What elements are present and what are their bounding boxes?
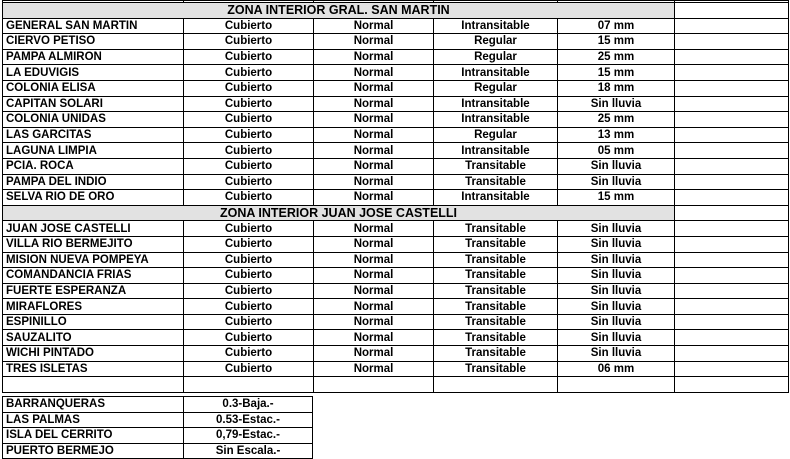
locality-cell: LA EDUVIGIS [3, 65, 184, 81]
temperature-cell: Normal [314, 80, 434, 96]
sky-cell: Cubierto [184, 127, 314, 143]
locality-cell: GENERAL SAN MARTIN [3, 18, 184, 34]
rainfall-cell: Sin lluvia [558, 283, 675, 299]
sky-cell: Cubierto [184, 299, 314, 315]
table-row [3, 174, 789, 190]
locality-cell: LAS GARCITAS [3, 127, 184, 143]
notes-cell [675, 190, 789, 206]
road-status-cell: Transitable [434, 283, 558, 299]
river-level-row [3, 428, 313, 444]
road-status-cell: Intransitable [434, 190, 558, 206]
temperature-cell: Normal [314, 112, 434, 128]
sky-cell: Cubierto [184, 361, 314, 377]
road-status-cell: Transitable [434, 346, 558, 362]
rainfall-cell: 15 mm [558, 190, 675, 206]
locality-cell: PAMPA ALMIRON [3, 49, 184, 65]
temperature-cell: Normal [314, 190, 434, 206]
table-row [3, 236, 789, 252]
river-level-cell: 0.53-Estac.- [184, 412, 313, 428]
rainfall-cell: Sin lluvia [558, 221, 675, 237]
sky-cell: Cubierto [184, 268, 314, 284]
sky-cell: Cubierto [184, 221, 314, 237]
road-status-cell: Transitable [434, 314, 558, 330]
sky-cell: Cubierto [184, 236, 314, 252]
rainfall-cell: 15 mm [558, 34, 675, 50]
rainfall-cell: 13 mm [558, 127, 675, 143]
temperature-cell: Normal [314, 236, 434, 252]
notes-cell [675, 174, 789, 190]
road-status-cell: Regular [434, 80, 558, 96]
road-status-cell: Transitable [434, 330, 558, 346]
temperature-cell: Normal [314, 158, 434, 174]
road-status-cell: Intransitable [434, 18, 558, 34]
road-status-cell: Transitable [434, 158, 558, 174]
temperature-cell: Normal [314, 65, 434, 81]
locality-cell: FUERTE ESPERANZA [3, 283, 184, 299]
sky-cell: Cubierto [184, 252, 314, 268]
sky-cell: Cubierto [184, 314, 314, 330]
locality-cell: WICHI PINTADO [3, 346, 184, 362]
zone-header-row [3, 3, 789, 19]
notes-cell [675, 314, 789, 330]
notes-cell [675, 65, 789, 81]
table-row [3, 18, 789, 34]
sky-cell: Cubierto [184, 96, 314, 112]
locality-cell: PAMPA DEL INDIO [3, 174, 184, 190]
zone-title: ZONA INTERIOR JUAN JOSE CASTELLI [3, 205, 675, 221]
sky-cell: Cubierto [184, 174, 314, 190]
river-level-cell: Sin Escala.- [184, 443, 313, 459]
spacer-row [3, 377, 789, 393]
river-level-cell: 0.3-Baja.- [184, 397, 313, 413]
sky-cell: Cubierto [184, 346, 314, 362]
locality-cell: MIRAFLORES [3, 299, 184, 315]
locality-cell: LAGUNA LIMPIA [3, 143, 184, 159]
locality-cell: MISION NUEVA POMPEYA [3, 252, 184, 268]
notes-cell [675, 283, 789, 299]
temperature-cell: Normal [314, 49, 434, 65]
rainfall-cell: Sin lluvia [558, 346, 675, 362]
table-row [3, 283, 789, 299]
table-row [3, 190, 789, 206]
zone-header-blank [675, 205, 789, 221]
road-status-cell: Intransitable [434, 112, 558, 128]
sky-cell: Cubierto [184, 18, 314, 34]
table-row [3, 127, 789, 143]
rainfall-cell: Sin lluvia [558, 236, 675, 252]
locality-cell: VILLA RIO BERMEJITO [3, 236, 184, 252]
road-status-cell: Regular [434, 127, 558, 143]
rainfall-cell: 25 mm [558, 49, 675, 65]
notes-cell [675, 49, 789, 65]
rainfall-cell: Sin lluvia [558, 252, 675, 268]
river-level-cell: 0,79-Estac.- [184, 428, 313, 444]
table-row [3, 34, 789, 50]
temperature-cell: Normal [314, 361, 434, 377]
zone-header-row [3, 205, 789, 221]
notes-cell [675, 158, 789, 174]
locality-cell: TRES ISLETAS [3, 361, 184, 377]
notes-cell [675, 18, 789, 34]
river-level-row [3, 443, 313, 459]
locality-cell: COLONIA ELISA [3, 80, 184, 96]
sky-cell: Cubierto [184, 65, 314, 81]
locality-cell: ESPINILLO [3, 314, 184, 330]
locality-cell: PCIA. ROCA [3, 158, 184, 174]
notes-cell [675, 236, 789, 252]
road-status-cell: Regular [434, 49, 558, 65]
table-row [3, 268, 789, 284]
table-row [3, 252, 789, 268]
sky-cell: Cubierto [184, 80, 314, 96]
sky-cell: Cubierto [184, 330, 314, 346]
table-row [3, 80, 789, 96]
rainfall-cell: 25 mm [558, 112, 675, 128]
temperature-cell: Normal [314, 221, 434, 237]
road-status-cell: Transitable [434, 236, 558, 252]
notes-cell [675, 96, 789, 112]
temperature-cell: Normal [314, 299, 434, 315]
road-status-cell: Intransitable [434, 96, 558, 112]
rainfall-cell: Sin lluvia [558, 330, 675, 346]
road-status-cell: Regular [434, 34, 558, 50]
rainfall-cell: 06 mm [558, 361, 675, 377]
rainfall-cell: Sin lluvia [558, 299, 675, 315]
temperature-cell: Normal [314, 268, 434, 284]
road-status-cell: Intransitable [434, 143, 558, 159]
rainfall-cell: Sin lluvia [558, 174, 675, 190]
locality-cell: CIERVO PETISO [3, 34, 184, 50]
rainfall-cell: Sin lluvia [558, 268, 675, 284]
table-row [3, 96, 789, 112]
locality-cell: SELVA RIO DE ORO [3, 190, 184, 206]
port-name-cell: PUERTO BERMEJO [3, 443, 184, 459]
table-row [3, 143, 789, 159]
port-name-cell: BARRANQUERAS [3, 397, 184, 413]
temperature-cell: Normal [314, 283, 434, 299]
table-row [3, 49, 789, 65]
zone-title: ZONA INTERIOR GRAL. SAN MARTIN [3, 3, 675, 19]
sky-cell: Cubierto [184, 34, 314, 50]
road-status-cell: Transitable [434, 268, 558, 284]
notes-cell [675, 268, 789, 284]
notes-cell [675, 299, 789, 315]
notes-cell [675, 361, 789, 377]
road-status-cell: Transitable [434, 221, 558, 237]
table-row [3, 361, 789, 377]
rainfall-cell: Sin lluvia [558, 158, 675, 174]
notes-cell [675, 112, 789, 128]
temperature-cell: Normal [314, 314, 434, 330]
temperature-cell: Normal [314, 127, 434, 143]
temperature-cell: Normal [314, 252, 434, 268]
table-row [3, 158, 789, 174]
table-row [3, 112, 789, 128]
river-level-row [3, 412, 313, 428]
sky-cell: Cubierto [184, 190, 314, 206]
table-row [3, 65, 789, 81]
sky-cell: Cubierto [184, 283, 314, 299]
road-status-cell: Transitable [434, 361, 558, 377]
notes-cell [675, 221, 789, 237]
locality-cell: COMANDANCIA FRIAS [3, 268, 184, 284]
temperature-cell: Normal [314, 330, 434, 346]
notes-cell [675, 34, 789, 50]
road-status-cell: Transitable [434, 252, 558, 268]
notes-cell [675, 346, 789, 362]
rainfall-cell: 05 mm [558, 143, 675, 159]
sky-cell: Cubierto [184, 158, 314, 174]
rainfall-cell: Sin lluvia [558, 314, 675, 330]
road-status-cell: Transitable [434, 174, 558, 190]
table-row [3, 299, 789, 315]
locality-cell: JUAN JOSE CASTELLI [3, 221, 184, 237]
zone-header-blank [675, 3, 789, 19]
notes-cell [675, 252, 789, 268]
temperature-cell: Normal [314, 96, 434, 112]
table-row [3, 314, 789, 330]
sky-cell: Cubierto [184, 49, 314, 65]
river-levels-table [2, 396, 313, 459]
rainfall-cell: 18 mm [558, 80, 675, 96]
sky-cell: Cubierto [184, 143, 314, 159]
river-level-row [3, 397, 313, 413]
notes-cell [675, 127, 789, 143]
locality-cell: SAUZALITO [3, 330, 184, 346]
temperature-cell: Normal [314, 18, 434, 34]
table-row [3, 330, 789, 346]
table-row [3, 221, 789, 237]
road-status-cell: Transitable [434, 299, 558, 315]
temperature-cell: Normal [314, 174, 434, 190]
table-row [3, 346, 789, 362]
rainfall-cell: Sin lluvia [558, 96, 675, 112]
road-status-cell: Intransitable [434, 65, 558, 81]
weather-roads-table [2, 0, 789, 393]
temperature-cell: Normal [314, 346, 434, 362]
locality-cell: COLONIA UNIDAS [3, 112, 184, 128]
rainfall-cell: 15 mm [558, 65, 675, 81]
notes-cell [675, 143, 789, 159]
notes-cell [675, 80, 789, 96]
notes-cell [675, 330, 789, 346]
sky-cell: Cubierto [184, 112, 314, 128]
temperature-cell: Normal [314, 143, 434, 159]
rainfall-cell: 07 mm [558, 18, 675, 34]
port-name-cell: LAS PALMAS [3, 412, 184, 428]
port-name-cell: ISLA DEL CERRITO [3, 428, 184, 444]
temperature-cell: Normal [314, 34, 434, 50]
locality-cell: CAPITAN SOLARI [3, 96, 184, 112]
